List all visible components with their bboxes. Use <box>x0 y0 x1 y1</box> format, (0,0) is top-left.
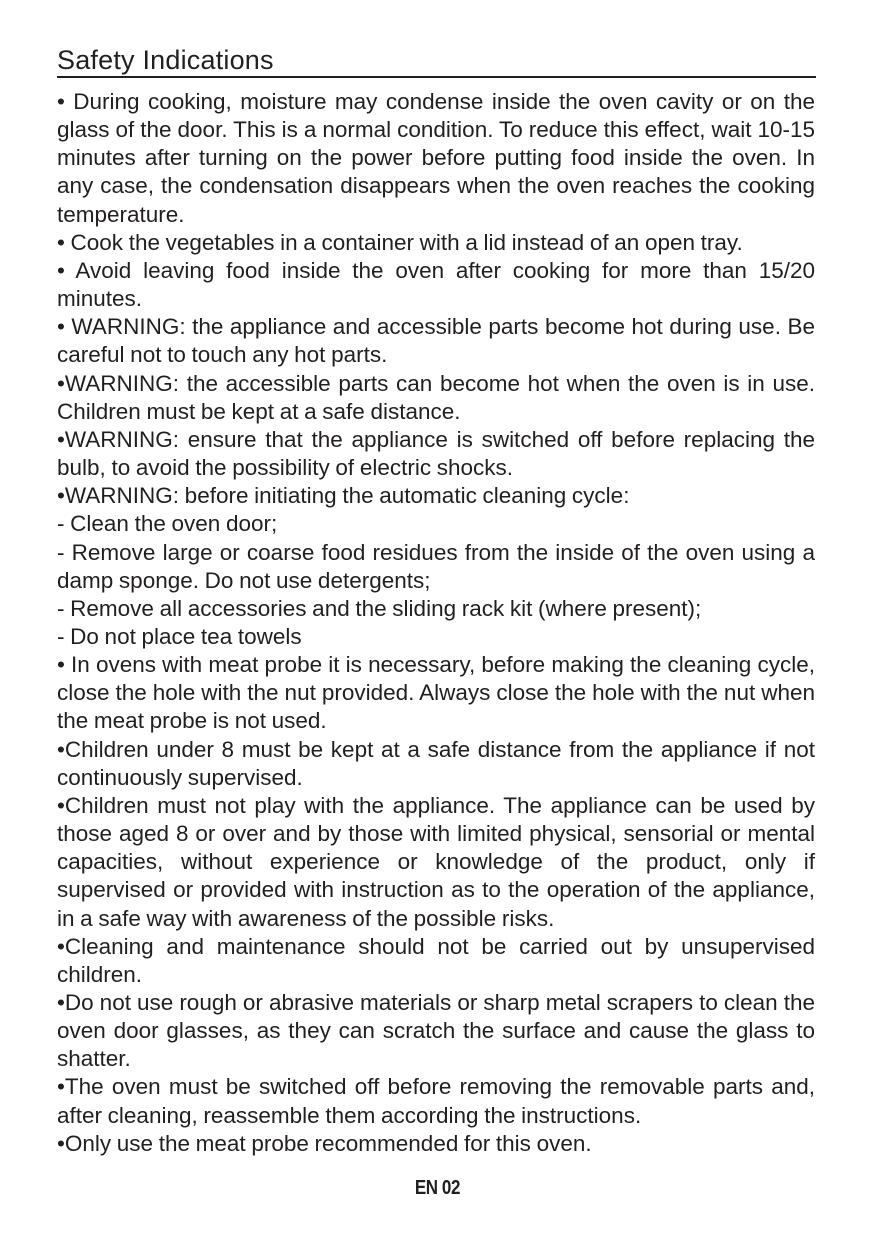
safety-content <box>57 88 815 1158</box>
safety-warning-cleaning-cycle: •WARNING: before initiating the automatic cleaning cycle: <box>57 483 630 509</box>
page-number: EN 02 <box>414 1177 460 1199</box>
safety-item-leaving-food: • Avoid leaving food inside the oven after cooking for more than 15/20 minutes. <box>57 257 815 312</box>
safety-warning-hot-parts: • WARNING: the appliance and accessible parts become hot during use. Be careful not to touch any hot parts. <box>57 314 815 368</box>
safety-item-children-under-8: •Children under 8 must be kept at a safe distance from the appliance if not continuously supervised. <box>57 736 815 790</box>
safety-item-meat-probe-hole: • In ovens with meat probe it is necessary, before making the cleaning cycle, close the hole with the nut provided. Always close the hole with the nut when the meat probe is not used. <box>57 652 815 734</box>
safety-warning-bulb: •WARNING: ensure that the appliance is switched off before replacing the bulb, to avoid the possibility of electric shocks. <box>57 426 815 481</box>
safety-item-abrasive-materials: •Do not use rough or abrasive materials or sharp metal scrapers to clean the oven door glasses, as they can scratch the surface and cause the glass to shatter. <box>57 990 815 1072</box>
safety-item-cleaning-maintenance: •Cleaning and maintenance should not be carried out by unsupervised children. <box>57 933 815 987</box>
cleaning-step-tea-towels: - Do not place tea towels <box>57 623 302 649</box>
safety-item-recommended-probe: •Only use the meat probe recommended for this oven. <box>57 1130 592 1156</box>
safety-item-children-play: •Children must not play with the appliance. The appliance can be used by those aged 8 or over and by those with limited physical, sensorial or mental capacities, without experience or knowledge of the product, only if supervised or provided with instruction as to the operation of the appliance, in a safe way with awareness of the possible risks. <box>57 792 815 931</box>
safety-item-removable-parts: •The oven must be switched off before removing the removable parts and, after cleaning, reassemble them according the instructions. <box>57 1074 815 1128</box>
cleaning-step-accessories: - Remove all accessories and the sliding rack kit (where present); <box>57 595 702 621</box>
safety-item-condensation: • During cooking, moisture may condense inside the oven cavity or on the glass of the door. This is a normal condition. To reduce this effect, wait 10-15 minutes after turning on the power before putting food inside the oven. In any case, the condensation disappears when the oven reaches the cooking temperature. <box>57 89 815 227</box>
page-title: Safety Indications <box>57 45 274 75</box>
safety-item-vegetables: • Cook the vegetables in a container with a lid instead of an open tray. <box>57 229 743 255</box>
safety-warning-children-distance: •WARNING: the accessible parts can become hot when the oven is in use. Children must be kept at a safe distance. <box>57 370 815 424</box>
cleaning-step-residues: - Remove large or coarse food residues from the inside of the oven using a damp sponge. Do not use detergents; <box>57 539 815 593</box>
cleaning-step-door: - Clean the oven door; <box>57 511 278 537</box>
section-header <box>57 42 816 78</box>
